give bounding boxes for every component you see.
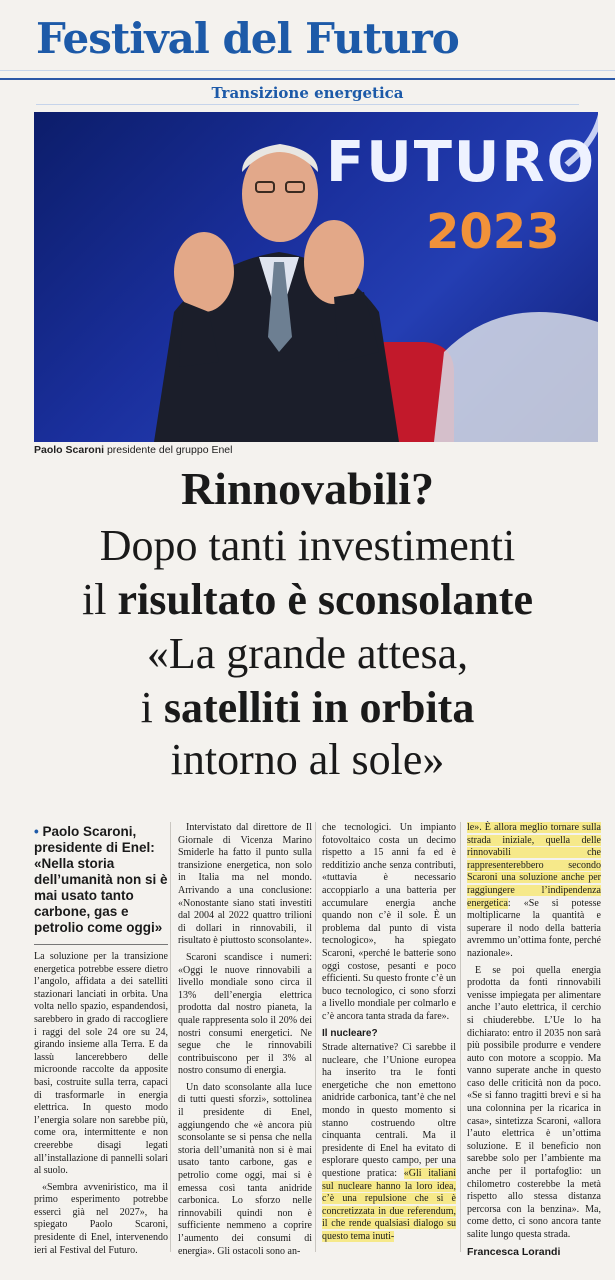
photo-caption [34,444,232,456]
subheading: Il nucleare? [322,1027,378,1039]
paragraph: «Sembra avveniristico, ma il primo esperimento potrebbe essercì già nel 2027», ha spiegato Paolo Scaroni, presidente di Enel, intervenendo ieri al Festival del Futuro. [34,1181,168,1256]
lead-text: Paolo Scaroni, presidente di Enel: «Nella storia dell’umanità non si è mai usato tanto carbone, gas e petrolio come oggi» [34,824,168,935]
screen-year: 2023 [426,204,560,260]
masthead-rule [0,70,615,71]
headline-line-3a: il [82,575,118,624]
paragraph: che tecnologici. Un impianto fotovoltaico costa un decimo rispetto a 15 anni fa ed è redditizio anche senza contributi, «tuttavia è necessario accoppiarlo a una batteria per accumulare energia anche quando non c’è il sole. È un problema dal punto di vista tecnologico», ha spiegato Scaroni, «perché le batterie sono oggi costose, pesanti e poco efficienti. Su questo fronte c’è un buco tecnologico, ci sono sforzi a livello mondiale per colmarlo e c’è ancora tanta strada da fare». [322,822,456,1022]
column-divider [315,822,316,1252]
kicker-rule [36,104,579,105]
paragraph: Un dato sconsolante alla luce di tutti questi sforzi», sottolinea il presidente di Enel, aggiungendo che «è ancora più sconsolante se si pensa che nella storia dell’umanità non si è mai usato tanto carbone, gas e petrolio come oggi, mai si è emessa così tanta anidride carbonica. Lo sforzo nelle rinnovabili quindi non è sufficiente nemmeno a coprire l’aumento dei consumi di energia». Gli ostacoli sono an- [178,1081,312,1257]
paragraph: E se poi quella energia prodotta da fonti rinnovabili venisse impiegata per alimentare anche l’auto elettrica, il cerchio si chiuderebbe. L’Ue lo ha dichiarato: entro il 2035 non sarà più possibile produrre e vendere auto con motore a scoppio. Ma vanno superate anche in questo caso delle criticità non da poco. «Se si fanno tragitti brevi e si ha una colonnina per la ricarica in casa», sintetizza Scaroni, «allora l’auto elettrica è un’ottima soluzione. E il beneficio non sarebbe solo per l’ambiente ma anche per il portafoglio: un chilometro costerebbe la metà rispetto allo stessa distanza percorsa con la benzina». Ma, come detto, ci sono ancora tante salite lungo questa strada. [467,964,601,1240]
screen-word: FUTURO [326,130,597,195]
article-column-4 [467,822,601,1262]
lead-rule [34,944,168,945]
paragraph: La soluzione per la transizione energetica potrebbe essere dietro l’angolo, affidata a dei satelliti stazionari lanciati in orbita. Una volta nello spazio, espandendosi, sarebbero in grado di raccogliere i raggi del sole 24 ore su 24, girando insieme alla Terra. E da lassù lancerebbero delle microonde raccolte da apposite basi, costruite sulla terra, capaci di trasformarle in energia elettrica. In questo modo l’energia solare non sarebbe più, come ora, intermittente e non creerebbe disagi legati all’installazione di pannelli solari al suolo. [34,951,168,1177]
headline-line-5b: satelliti in orbita [163,683,475,732]
column-divider [170,822,171,1252]
article-photo [34,112,598,442]
headline-line-3 [0,574,615,625]
masthead-title: Festival del Futuro [36,14,459,63]
lead-bullet: • [34,824,39,839]
headline-line-3b: risultato è sconsolante [117,575,533,624]
headline-line-4: «La grande attesa, [146,629,469,678]
paragraph: Scaroni scandisce i numeri: «Oggi le nuove rinnovabili a livello mondiale sono circa il 13% dell’energia elettrica prodotta dal nostro pianeta, la quale rappresenta solo il 20% dei nostri consumi energetici. Ne segue che le rinnovabili contribuiscono per il 3% al nostro consumo di energia. [178,951,312,1077]
paragraph: Intervistato dal direttore de Il Giornale di Vicenza Marino Smiderle ha fatto il punto sulla transizione energetica, non solo in Italia ma nel mondo. Arrivando a una conclusione: «Nonostante siano stati investiti dal 2004 al 2022 quattro trilioni di dollari in rinnovabili, il risultato è piuttosto sconsolante». [178,822,312,947]
paragraph [467,822,601,961]
highlighted-text: le». È allora meglio tornare sulla strada iniziale, quella delle rinnovabili che rappresenterebbero secondo Scaroni una soluzione anche per raggiungere l’indipendenza energetica [467,822,601,909]
article-column-2 [178,822,312,1262]
caption-name: Paolo Scaroni [34,444,105,456]
article-column-3 [322,822,456,1248]
article-column-1 [34,824,168,1261]
headline-line-1: Rinnovabili? [180,463,435,514]
speaker-figure [34,112,598,442]
lead-quote [34,824,168,936]
headline-line-5a: i [140,683,164,732]
paragraph-text: Strade alternative? Ci sarebbe il nucleare, che l’Unione europea ha inserito tra le fonti energetiche che non emettono anidride carbonica, tant’è che nel mondo in questo momento si stanno costruendo oltre cinquanta centrali. Ma il presidente di Enel ha evitato di esplorare questo campo, per una questione pratica: [322,1042,456,1180]
headline-line-2: Dopo tanti investimenti [99,521,516,570]
highlighted-text: «Gli italiani sul nucleare hanno la loro idea, c’è una repulsione che si è concretizzata in due referendum, il che rende qualsiasi dialogo su questo tema inuti- [322,1168,456,1242]
author-byline: Francesca Lorandi [467,1245,561,1258]
headline-line-6: intorno al sole» [170,735,445,784]
headline-line-5 [0,682,615,733]
paragraph [322,1042,456,1244]
column-divider [460,822,461,1252]
paragraph-text: : «Se si potesse moltiplicarne la quantità e superare il nodo della batteria avremmo un’ottima fonte, perché nazionale». [467,897,601,959]
masthead [0,0,615,80]
section-kicker: Transizione energetica [211,84,404,102]
caption-role: presidente del gruppo Enel [106,444,233,456]
